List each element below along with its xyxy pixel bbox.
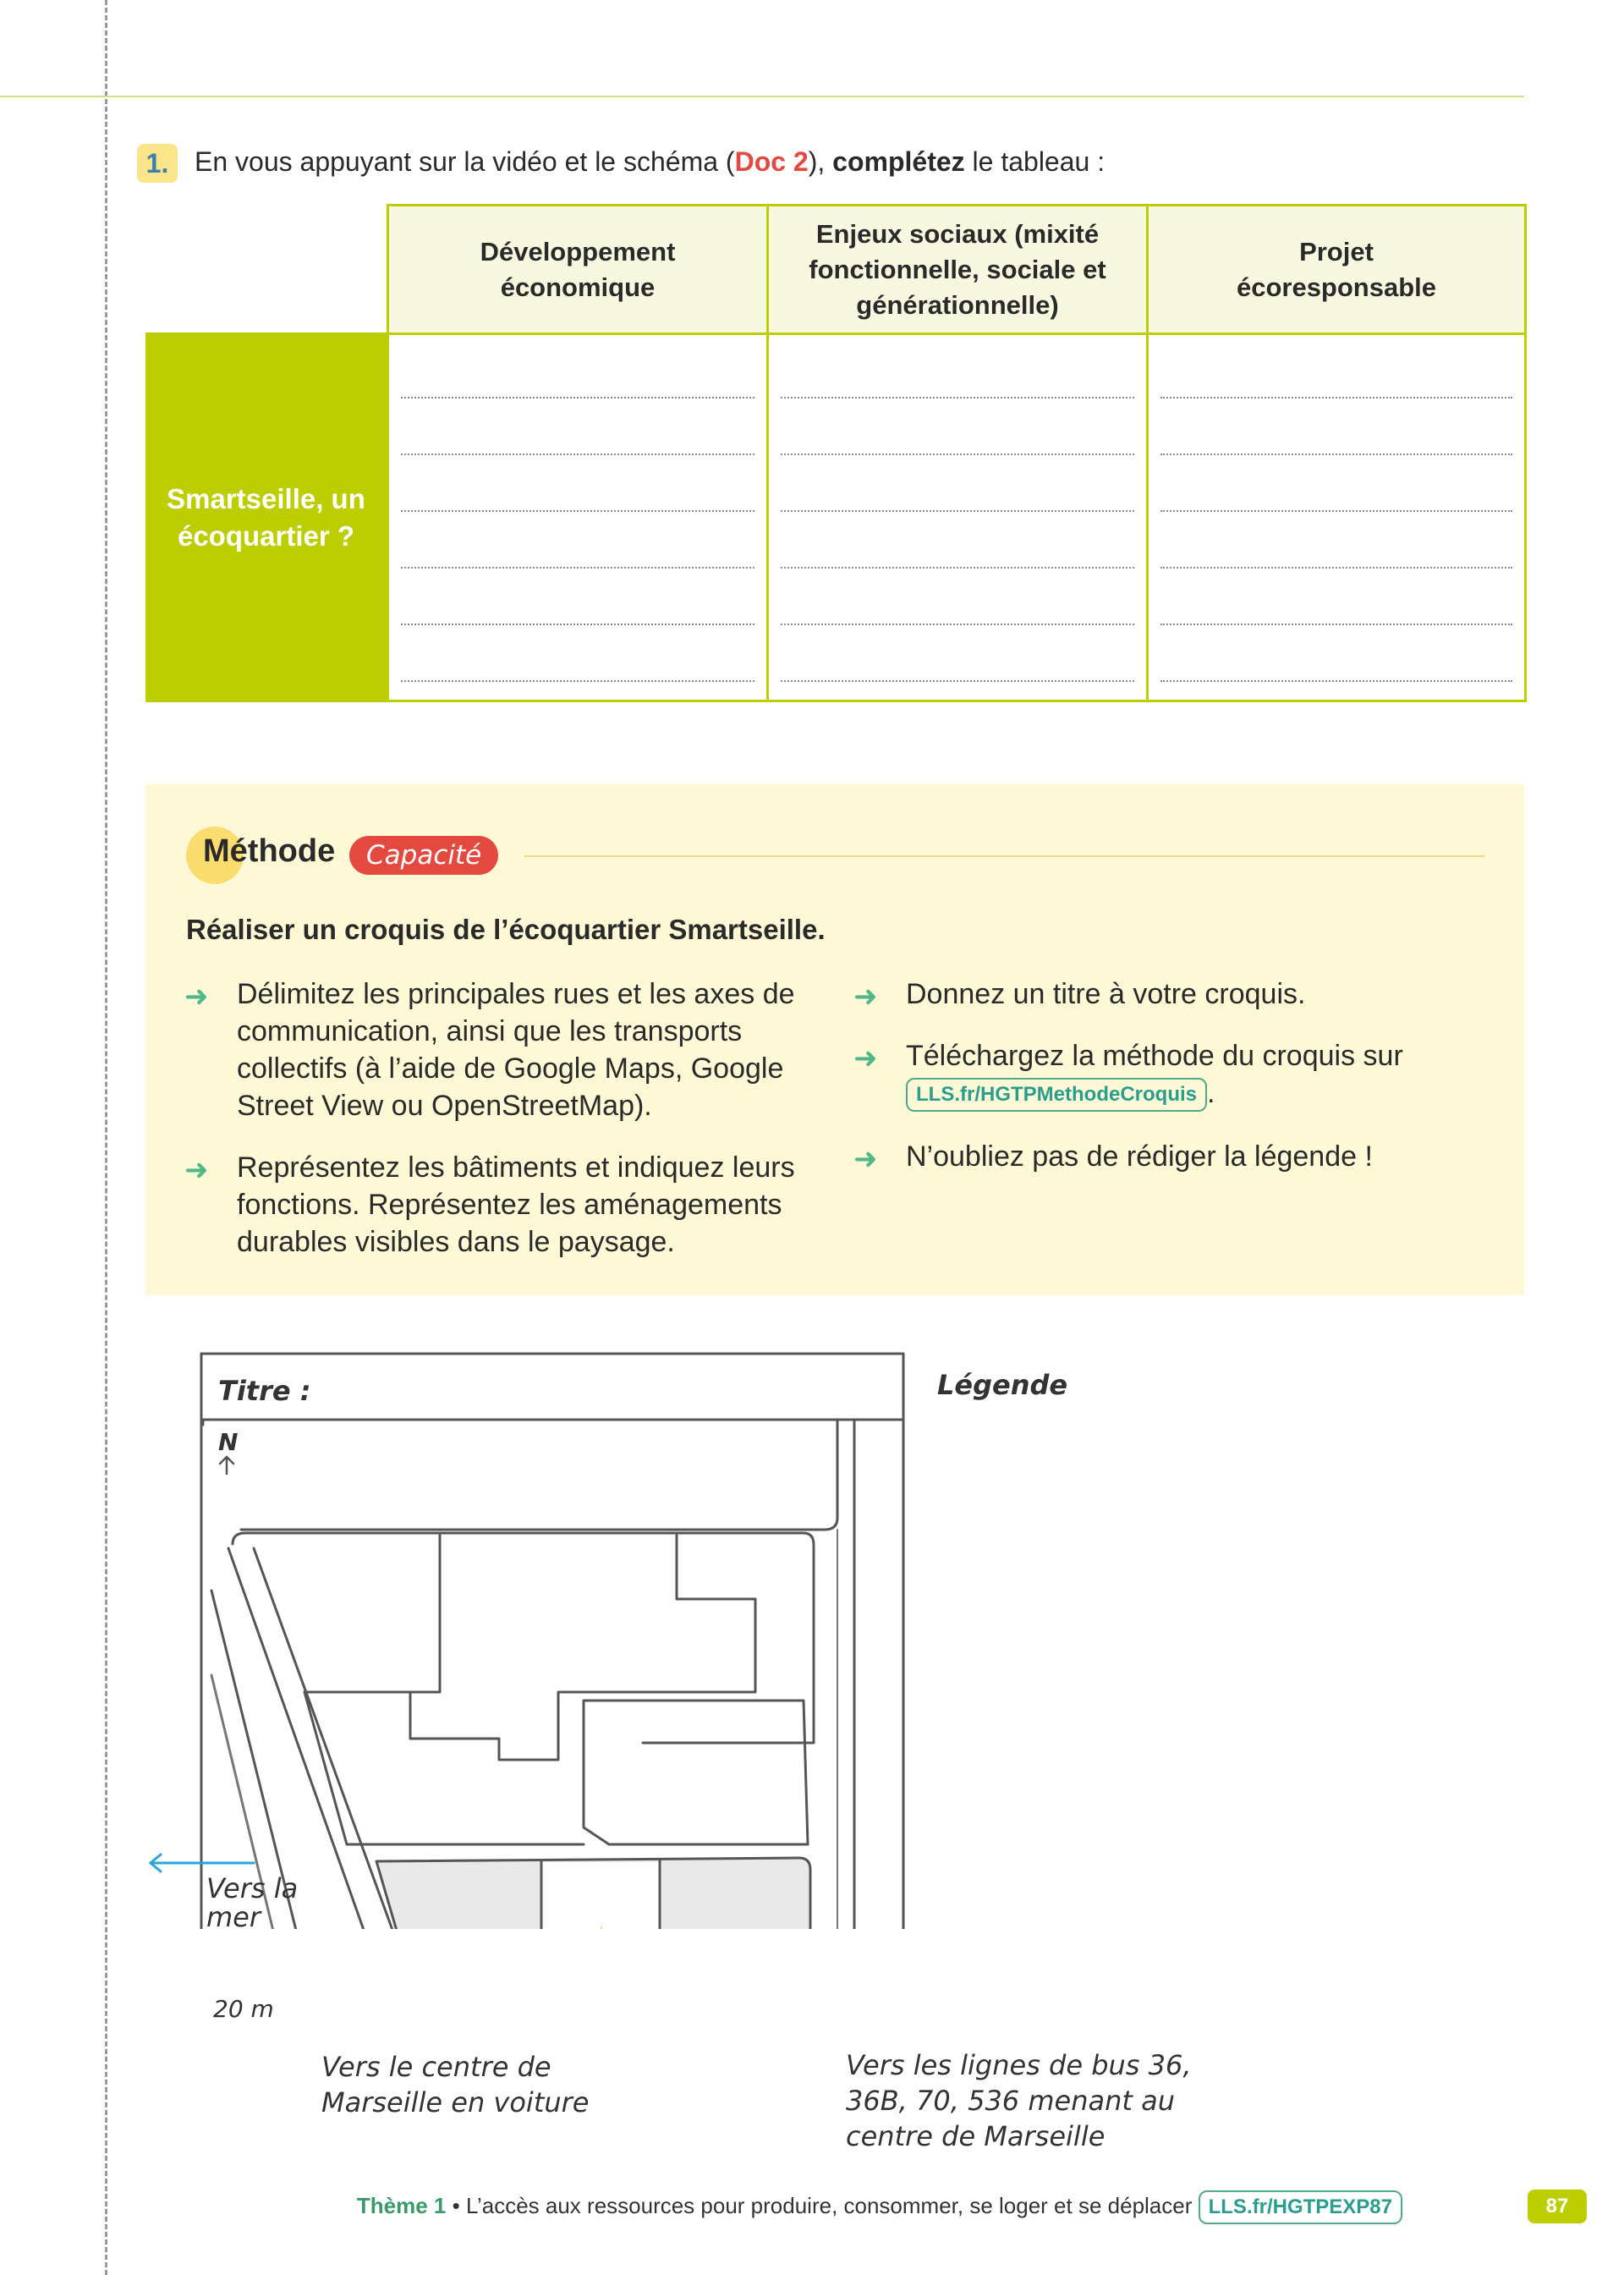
method-bullet	[853, 1037, 1498, 1112]
bullet-text: N’oubliez pas de rédiger la légende !	[906, 1140, 1373, 1173]
method-bullet	[853, 1138, 1498, 1175]
road-outline	[241, 1421, 837, 1530]
question-text-bold: complétez	[832, 146, 965, 177]
footer-text: • L’accès aux ressources pour produire, consommer, se loger et se déplacer	[446, 2193, 1199, 2218]
north-label: N	[218, 1428, 239, 1456]
arrow-right-icon: ➜	[184, 1154, 209, 1186]
legend-label: Légende	[937, 1369, 1068, 1401]
bullet-text: Donnez un titre à votre croquis.	[906, 978, 1306, 1010]
table-header-label: Projet écoresponsable	[1236, 236, 1437, 302]
row-header-label: Smartseille, un écoquartier ?	[167, 482, 365, 552]
table-header-social	[766, 204, 1149, 335]
bus-label: Vers les lignes de bus 36, 36B, 70, 536 menant au centre de Marseille	[846, 2049, 1192, 2152]
sketch-frame	[201, 1354, 903, 1929]
table-header-label: Enjeux sociaux (mixité fonctionnelle, sociale et générationnelle)	[809, 218, 1106, 320]
page-number: 87	[1528, 2190, 1587, 2223]
bullet-text: Téléchargez la méthode du croquis sur	[906, 1040, 1403, 1072]
answer-cell-eco[interactable]	[1146, 332, 1527, 702]
footer	[357, 2189, 1402, 2224]
car-label: Vers le centre de Marseille en voiture	[321, 2051, 590, 2118]
method-rule	[524, 855, 1484, 857]
method-bullet	[184, 1149, 829, 1261]
doc-reference[interactable]: Doc 2	[734, 146, 809, 177]
upper-block	[233, 1533, 814, 1743]
table-header-label: Développement économique	[480, 236, 676, 302]
method-bullet	[184, 975, 829, 1124]
top-rule	[0, 96, 1524, 97]
answer-cell-social[interactable]	[766, 332, 1149, 702]
question-text	[195, 142, 1105, 181]
bullet-text: Représentez les bâtiments et indiquez leurs fonctions. Représentez les aménagements durables visibles dans le paysage.	[237, 1151, 795, 1258]
footer-theme: Thème 1	[356, 2193, 447, 2218]
north-arrow	[220, 1457, 233, 1474]
footer-link[interactable]: LLS.fr/HGTPEXP87	[1199, 2190, 1402, 2224]
bullet-text: Délimitez les principales rues et les axes de communication, ainsi que les transports collectifs (à l’aide de Google Maps, Google Street View ou OpenStreetMap).	[237, 978, 795, 1122]
table-header-eco	[1146, 204, 1527, 335]
capacity-badge: Capacité	[349, 836, 498, 875]
sea-label: Vers la mer	[206, 1872, 299, 1933]
table-row-header	[145, 332, 387, 702]
table-header-economic	[387, 204, 769, 335]
scale-label: 20 m	[213, 1995, 274, 2023]
middle-block	[584, 1701, 808, 1844]
question-text-before: En vous appuyant sur la vidéo et le schéma (	[195, 146, 735, 177]
method-subtitle: Réaliser un croquis de l’écoquartier Smartseille.	[186, 914, 826, 945]
arrow-right-icon: ➜	[853, 1042, 878, 1074]
method-link[interactable]: LLS.fr/HGTPMethodeCroquis	[906, 1078, 1207, 1112]
answer-cell-economic[interactable]	[387, 332, 769, 702]
margin-dashed-line	[105, 0, 107, 2275]
arrow-right-icon: ➜	[853, 1143, 878, 1175]
question-text-mid: ),	[808, 146, 833, 177]
method-title: Méthode	[203, 833, 336, 869]
sketch-map	[0, 1337, 1624, 1929]
arrow-right-icon: ➜	[853, 981, 878, 1013]
arrow-right-icon: ➜	[184, 981, 209, 1013]
sketch-title-label: Titre :	[218, 1375, 311, 1407]
question-number: 1.	[137, 144, 178, 183]
question-text-after: le tableau :	[964, 146, 1106, 177]
bullet-text-end: .	[1207, 1077, 1215, 1109]
method-bullet	[853, 975, 1498, 1013]
